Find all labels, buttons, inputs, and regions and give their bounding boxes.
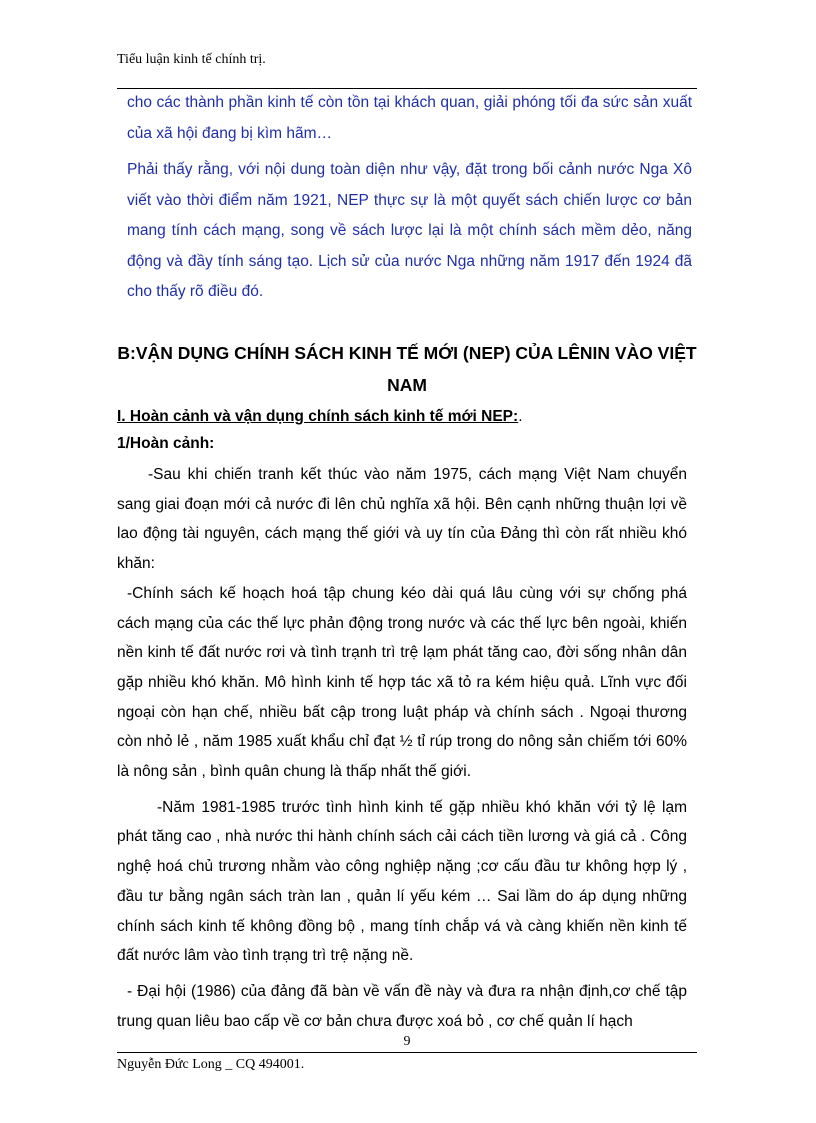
body-text <box>117 460 687 1036</box>
running-header: Tiểu luận kinh tế chính trị. <box>117 52 266 67</box>
subsection-heading-text: I. Hoàn cảnh và vận dụng chính sách kinh tế mới NEP: <box>117 408 519 425</box>
intro-paragraph: Phải thấy rằng, với nội dung toàn diện như vậy, đặt trong bối cảnh nước Nga Xô viết vào thời điểm năm 1921, NEP thực sự là một quyết sách chiến lược cơ bản mang tính cách mạng, song về sách lược lại là một chính sách mềm dẻo, năng động và đầy tính sáng tạo. Lịch sử của nước Nga những năm 1917 đến 1924 đã cho thấy rõ điều đó. <box>127 161 692 300</box>
sub-subsection-heading: 1/Hoàn cảnh: <box>117 435 215 452</box>
body-paragraph: -Năm 1981-1985 trước tình hình kinh tế gặp nhiều khó khăn với tỷ lệ lạm phát tăng cao , nhà nước thi hành chính sách cải cách tiền lương và giá cả . Công nghệ hoá chủ trương nhằm vào công nghiệp nặng ;cơ cấu đầu tư không hợp lý , đầu tư bằng ngân sách tràn lan , quản lí yếu kém … Sai lầm do áp dụng những chính sách kinh tế không đồng bộ , mang tính chắp vá và càng khiến nền kinh tế đất nước lâm vào tình trạng trì trệ nặng nề. <box>117 798 687 965</box>
intro-paragraph: cho các thành phần kinh tế còn tồn tại khách quan, giải phóng tối đa sức sản xuất của xã hội đang bị kìm hãm… <box>127 94 692 142</box>
section-title: B:VẬN DỤNG CHÍNH SÁCH KINH TẾ MỚI (NEP) CỦA LÊNIN VÀO VIỆT NAM <box>117 343 697 395</box>
footer-rule <box>117 1052 697 1053</box>
body-paragraph: -Sau khi chiến tranh kết thúc vào năm 1975, cách mạng Việt Nam chuyển sang giai đoạn mới cả nước đi lên chủ nghĩa xã hội. Bên cạnh những thuận lợi về lao động tài nguyên, cách mạng thế giới và uy tín của Đảng thì còn rất nhiều khó khăn: <box>117 466 687 573</box>
subsection-heading <box>117 408 523 426</box>
body-paragraph: -Chính sách kế hoạch hoá tập chung kéo dài quá lâu cùng với sự chống phá cách mạng của các thế lực phản động trong nước và các thế lực bên ngoài, khiến nền kinh tế đất nước rơi và tình trạnh trì trệ lạm phát tăng cao, đời sống nhân dân gặp nhiều khó khăn. Mô hình kinh tế hợp tác xã tỏ ra kém hiệu quả. Lĩnh vực đối ngoại còn hạn chế, nhiều bất cập trong luật pháp và chính sách . Ngoại thương còn nhỏ lẻ , năm 1985 xuất khẩu chỉ đạt ½ tỉ rúp trong do nông sản chiếm tới 60% là nông sản , bình quân chung là thấp nhất thế giới. <box>117 584 687 781</box>
body-paragraph: - Đại hội (1986) của đảng đã bàn về vấn đề này và đưa ra nhận định,cơ chế tập trung quan liêu bao cấp về cơ bản chưa được xoá bỏ , cơ chế quản lí hạch <box>117 982 687 1030</box>
intro-text <box>127 88 692 308</box>
subsection-heading-tail: . <box>518 408 523 425</box>
running-footer: Nguyễn Đức Long _ CQ 494001. <box>117 1057 305 1072</box>
page-number: 9 <box>403 1034 411 1049</box>
